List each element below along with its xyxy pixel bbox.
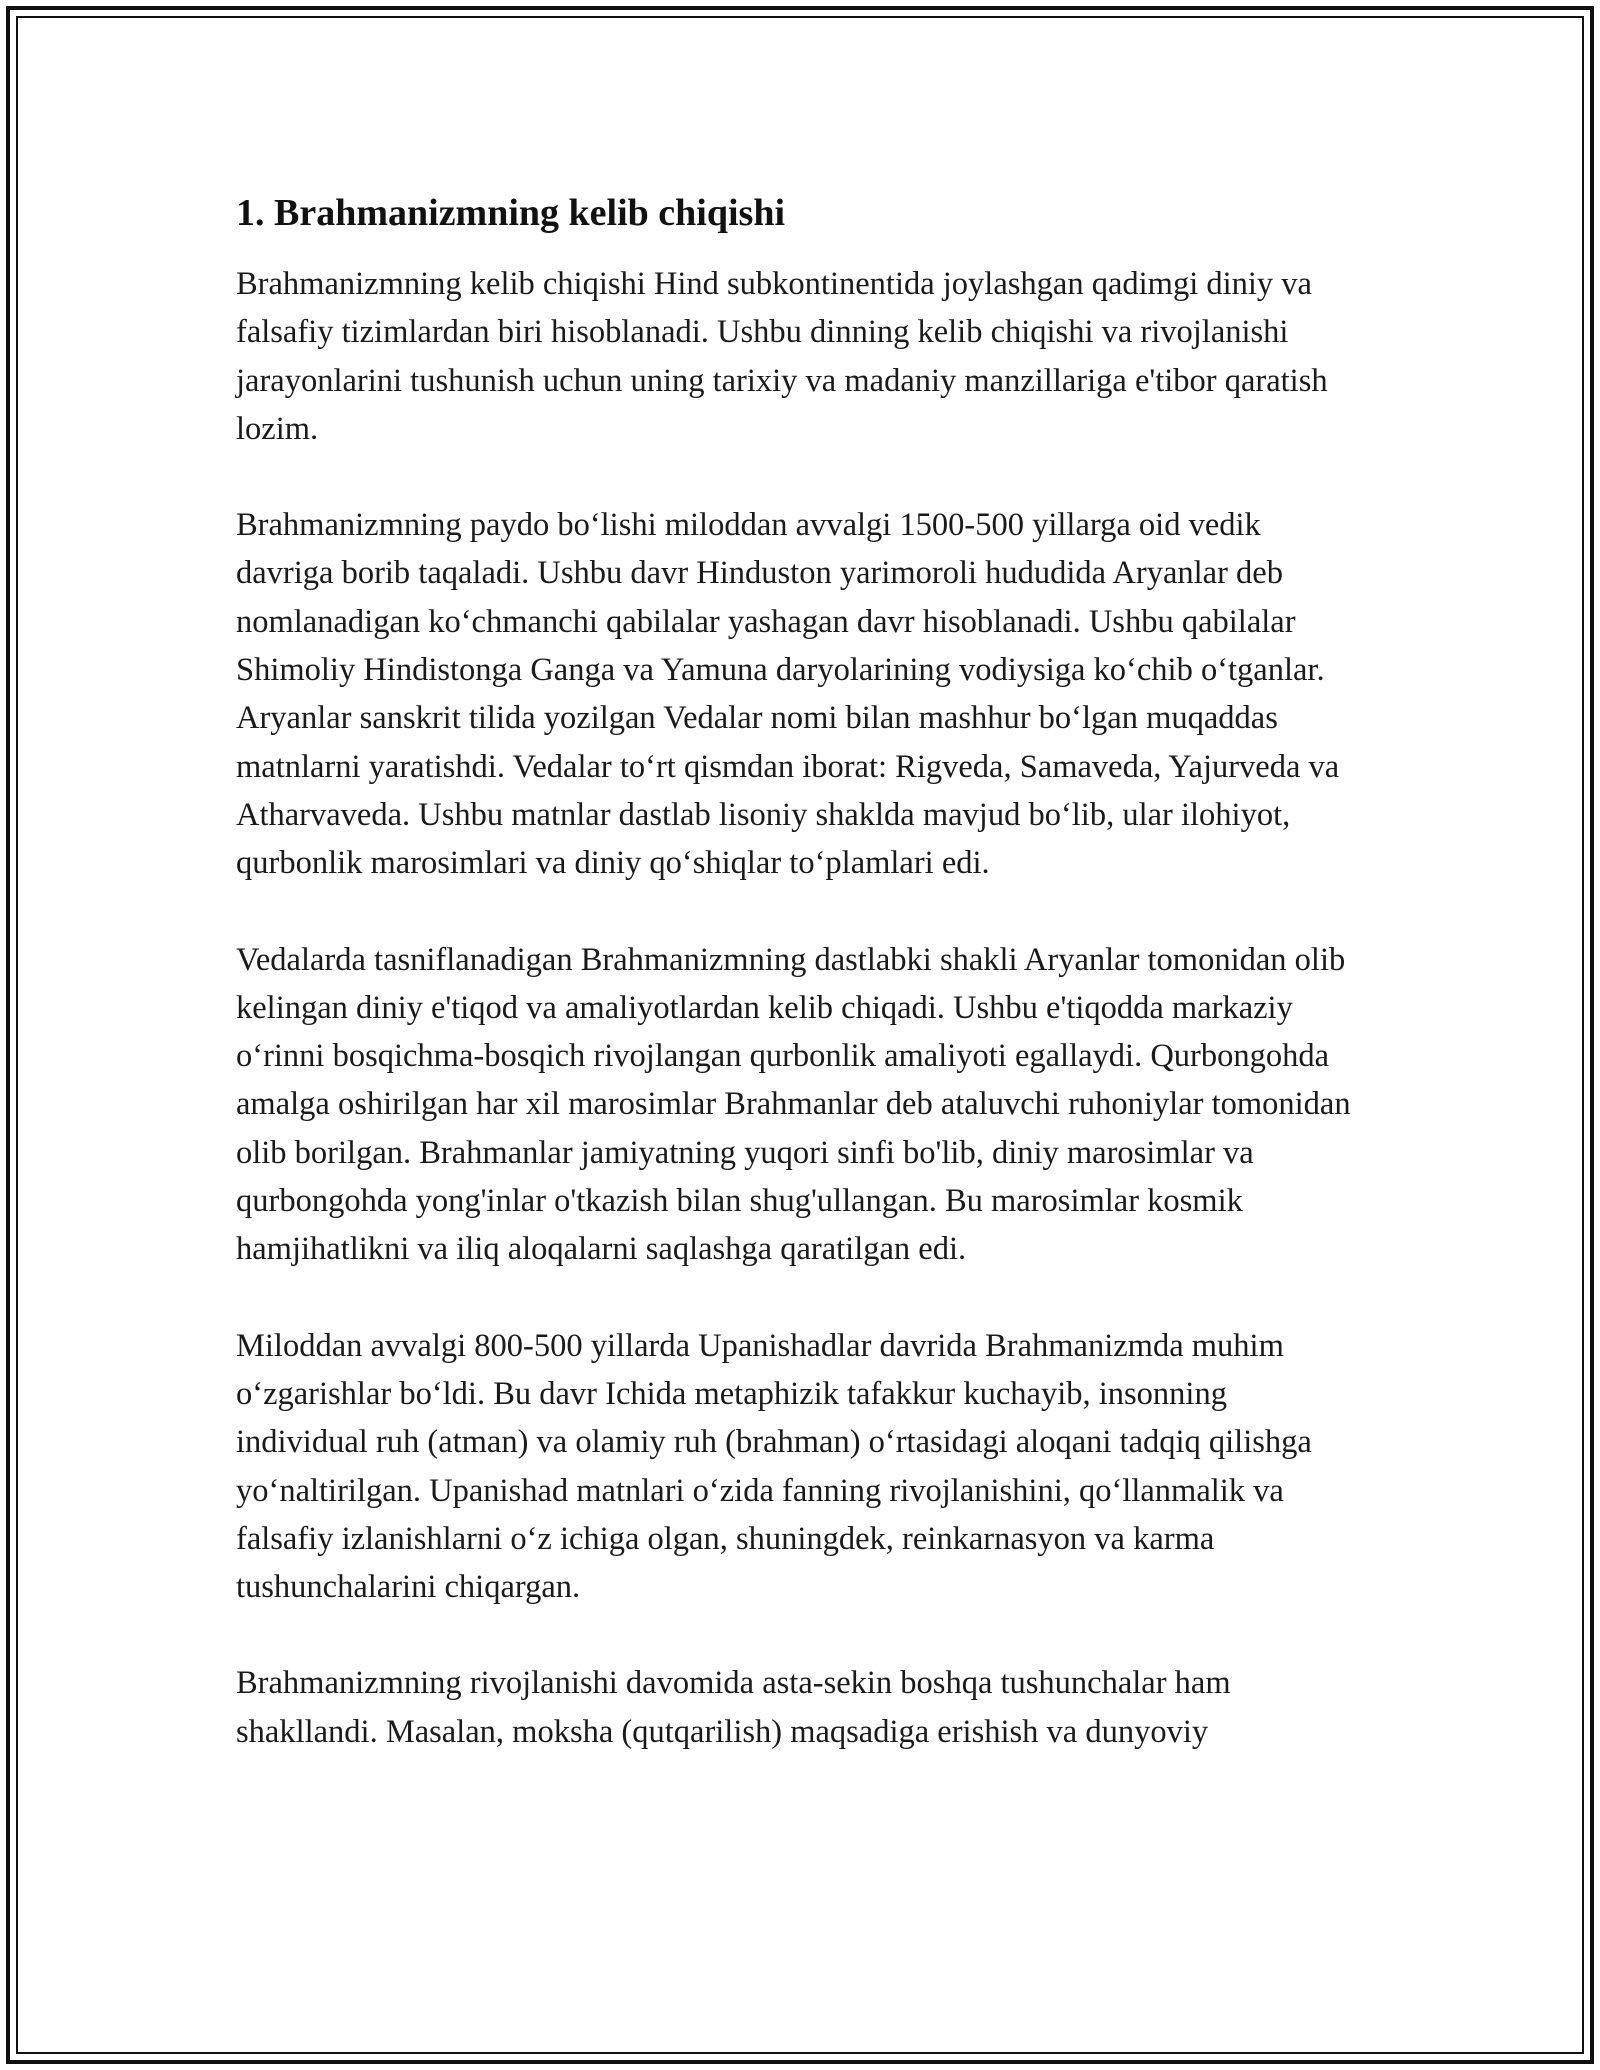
paragraph-2: Brahmanizmning paydo bo‘lishi miloddan avvalgi 1500-500 yillarga oid vedik davriga borib taqaladi. Ushbu davr Hinduston yarimoroli hududida Aryanlar deb nomlanadigan ko‘chmanchi qabilalar yashagan davr hisoblanadi. Ushbu qabilalar Shimoliy Hindistonga Ganga va Yamuna daryolarining vodiysiga ko‘chib o‘tganlar. Aryanlar sanskrit tilida yozilgan Vedalar nomi bilan mashhur bo‘lgan muqaddas matnlarni yaratishdi. Vedalar to‘rt qismdan iborat: Rigveda, Samaveda, Yajurveda va Atharvaveda. Ushbu matnlar dastlab lisoniy shaklda mavjud bo‘lib, ular ilohiyot, qurbonlik marosimlari va diniy qo‘shiqlar to‘plamlari edi. [236,507,1340,882]
paragraph-4: Miloddan avvalgi 800-500 yillarda Upanishadlar davrida Brahmanizmda muhim o‘zgarishlar bo‘ldi. Bu davr Ichida metaphizik tafakkur kuchayib, insonning individual ruh (atman) va olamiy ruh (brahman) o‘rtasidagi aloqani tadqiq qilishga yo‘naltirilgan. Upanishad matnlari o‘zida fanning rivojlanishini, qo‘llanmalik va falsafiy izlanishlarni o‘z ichiga olgan, shuningdek, reinkarnasyon va karma tushunchalarini chiqargan. [236,1327,1312,1606]
section-heading: 1. Brahmanizmning kelib chiqishi [236,192,786,234]
paragraph-5: Brahmanizmning rivojlanishi davomida asta-sekin boshqa tushunchalar ham shakllandi. Masalan, moksha (qutqarilish) maqsadiga erishish va dunyoviy [236,1665,1231,1750]
document-body [236,186,1366,1804]
paragraph-3: Vedalarda tasniflanadigan Brahmanizmning dastlabki shakli Aryanlar tomonidan olib kelingan diniy e'tiqod va amaliyotlardan kelib chiqadi. Ushbu e'tiqodda markaziy o‘rinni bosqichma-bosqich rivojlangan qurbonlik amaliyoti egallaydi. Qurbongohda amalga oshirilgan har xil marosimlar Brahmanlar deb ataluvchi ruhoniylar tomonidan olib borilgan. Brahmanlar jamiyatning yuqori sinfi bo'lib, diniy marosimlar va qurbongohda yong'inlar o'tkazish bilan shug'ullangan. Bu marosimlar kosmik hamjihatlikni va iliq aloqalarni saqlashga qaratilgan edi. [236,941,1351,1268]
paragraph-1: Brahmanizmning kelib chiqishi Hind subkontinentida joylashgan qadimgi diniy va falsafiy tizimlardan biri hisoblanadi. Ushbu dinning kelib chiqishi va rivojlanishi jarayonlarini tushunish uchun uning tarixiy va madaniy manzillariga e'tibor qaratish lozim. [236,266,1328,447]
